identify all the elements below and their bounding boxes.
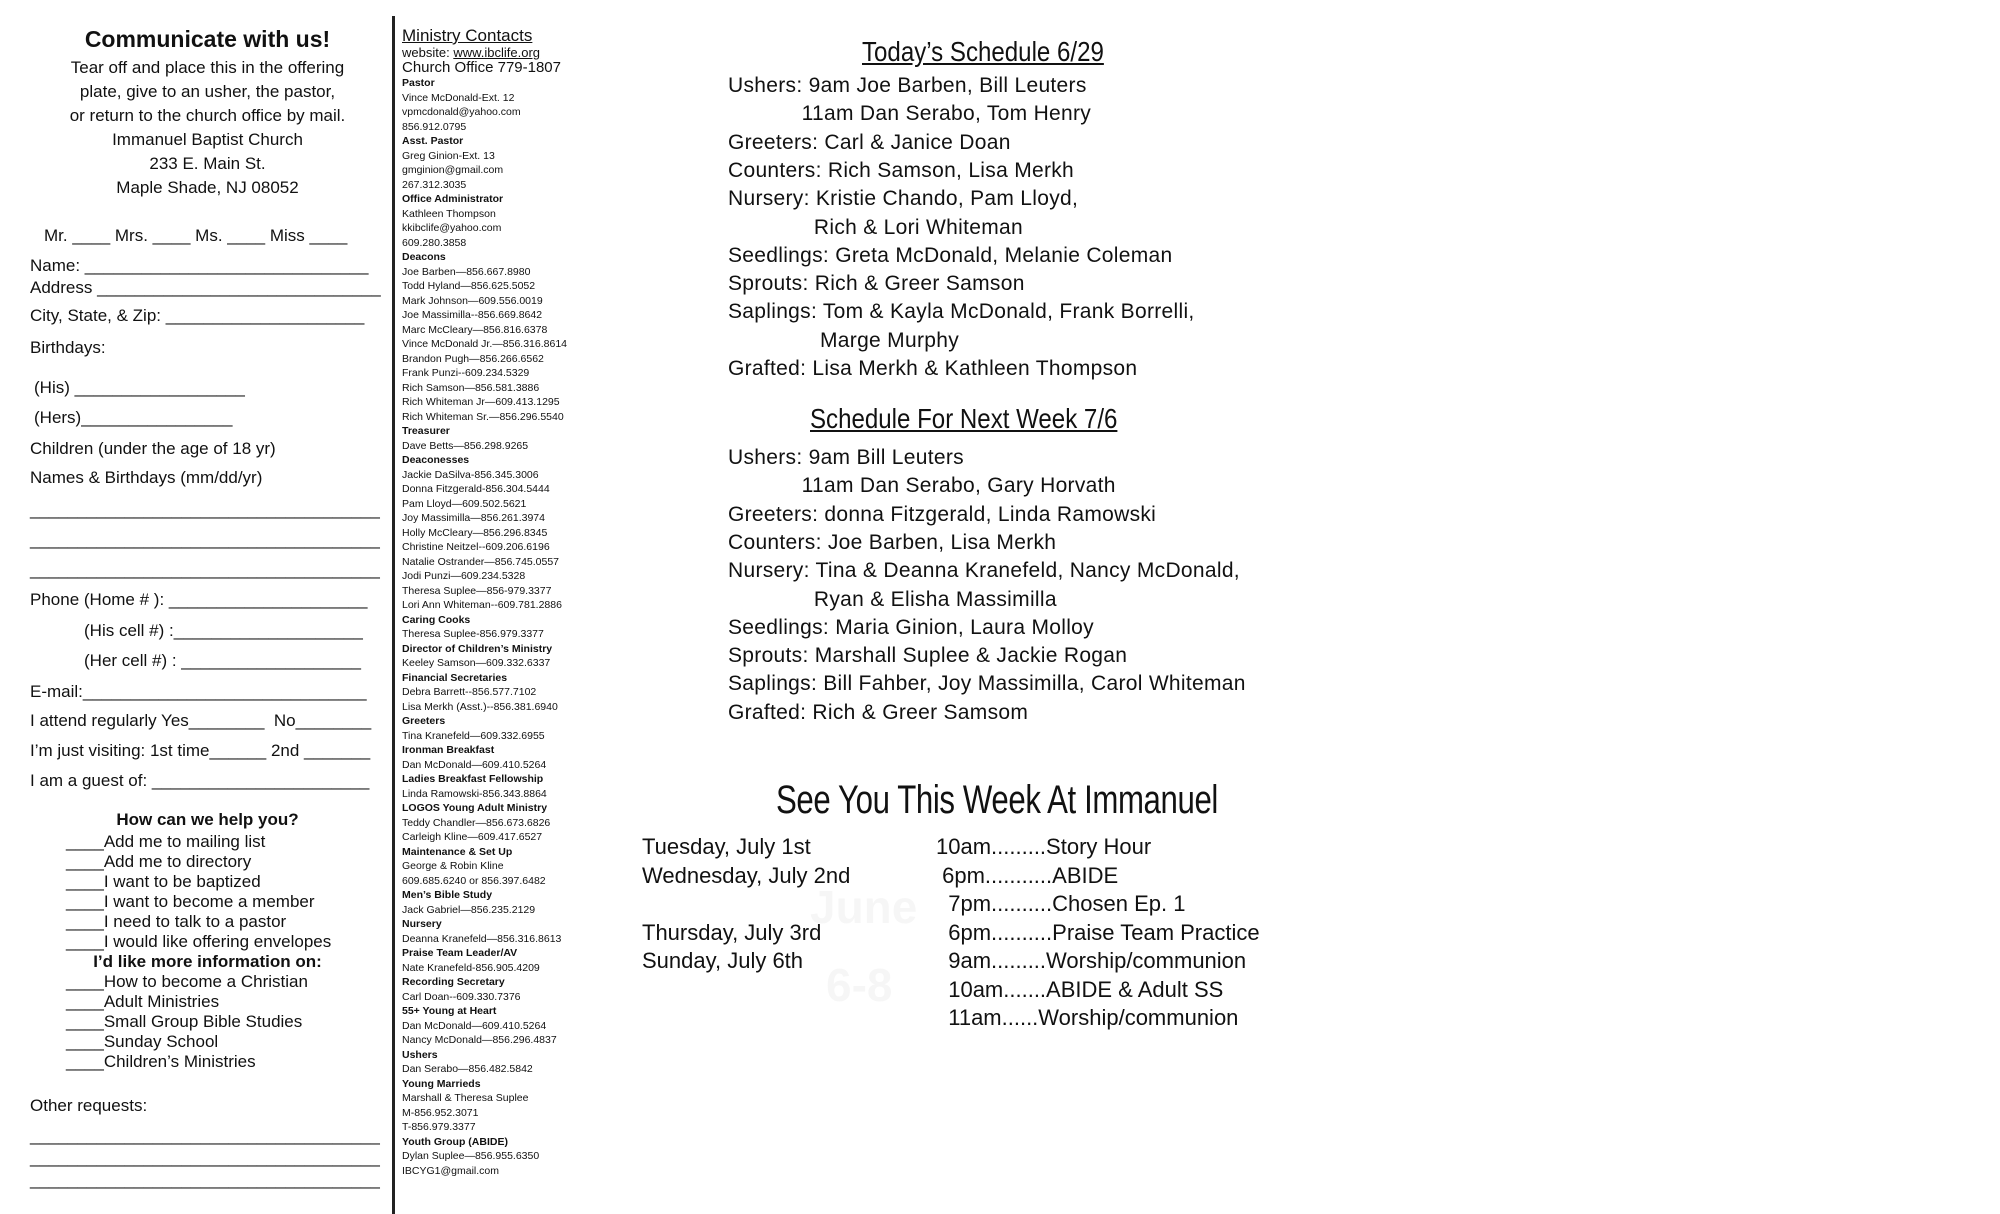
- help-option[interactable]: ____I want to be baptized: [66, 872, 261, 891]
- contact-entry: Dave Betts—856.298.9265: [402, 439, 529, 452]
- contact-entry: Theresa Suplee-856.979.3377: [402, 628, 544, 640]
- contact-entry: Tina Kranefeld—609.332.6955: [402, 729, 545, 742]
- week-title: See You This Week At Immanuel: [776, 778, 1218, 822]
- contact-list: [402, 76, 602, 1178]
- contact-entry: T-856.979.3377: [402, 1121, 476, 1133]
- contact-role: Office Administrator: [402, 193, 504, 205]
- contact-role: LOGOS Young Adult Ministry: [402, 802, 548, 814]
- contact-role: 55+ Young at Heart: [402, 1005, 497, 1017]
- contact-entry: Joe Barben—856.667.8980: [402, 265, 531, 278]
- help-option[interactable]: ____I want to become a member: [66, 892, 315, 911]
- week-day: Tuesday, July 1st: [642, 834, 811, 859]
- church-street: 233 E. Main St.: [149, 154, 266, 173]
- home-phone-field[interactable]: Phone (Home # ): _____________________: [30, 590, 368, 609]
- info-option[interactable]: ____Sunday School: [66, 1032, 219, 1051]
- contact-entry: kkibclife@yahoo.com: [402, 222, 502, 234]
- today-schedule-line: Grafted: Lisa Merkh & Kathleen Thompson: [728, 357, 1138, 380]
- week-day: Sunday, July 6th: [642, 948, 804, 973]
- contact-role: Men’s Bible Study: [402, 889, 493, 901]
- next-schedule-line: Nursery: Tina & Deanna Kranefeld, Nancy McDonald,: [728, 559, 1240, 583]
- contact-entry: Nate Kranefeld-856.905.4209: [402, 961, 540, 974]
- contact-entry: Kathleen Thompson: [402, 207, 496, 220]
- week-day: Thursday, July 3rd: [642, 919, 822, 945]
- next-schedule-line: Sprouts: Marshall Suplee & Jackie Rogan: [728, 644, 1128, 668]
- contact-role: Financial Secretaries: [402, 671, 508, 684]
- today-schedule-line: Ushers: 9am Joe Barben, Bill Leuters: [728, 74, 1087, 97]
- contact-entry: Carleigh Kline—609.417.6527: [402, 831, 543, 843]
- today-schedule-line: Greeters: Carl & Janice Doan: [728, 130, 1011, 154]
- faded-watermark-text: [826, 958, 892, 1012]
- today-schedule-line: Counters: Rich Samson, Lisa Merkh: [728, 158, 1075, 182]
- contact-role: Ironman Breakfast: [402, 744, 495, 756]
- communicate-title: Communicate with us!: [84, 26, 331, 52]
- contact-entry: Frank Punzi--609.234.5329: [402, 367, 530, 379]
- contact-entry: Todd Hyland—856.625.5052: [402, 280, 536, 292]
- contact-role: Young Marrieds: [402, 1077, 481, 1090]
- contact-role: Youth Group (ABIDE): [402, 1135, 508, 1148]
- contact-entry: Rich Whiteman Jr—609.413.1295: [402, 396, 560, 408]
- contact-role: Praise Team Leader/AV: [402, 947, 518, 959]
- help-title: How can we help you?: [116, 810, 299, 829]
- today-schedule-line: Nursery: Kristie Chando, Pam Lloyd,: [728, 187, 1079, 211]
- contact-entry: Donna Fitzgerald-856.304.5444: [402, 483, 550, 495]
- contact-role: Director of Children’s Ministry: [402, 642, 553, 655]
- help-option[interactable]: ____I need to talk to a pastor: [66, 912, 287, 931]
- contact-entry: Lisa Merkh (Asst.)--856.381.6940: [402, 700, 558, 713]
- help-option[interactable]: ____Add me to directory: [66, 852, 252, 871]
- contact-entry: Vince McDonald-Ext. 12: [402, 91, 515, 104]
- info-title: I’d like more information on:: [93, 952, 322, 971]
- contact-entry: Nancy McDonald—856.296.4837: [402, 1034, 557, 1046]
- children-label: Children (under the age of 18 yr): [30, 439, 276, 458]
- contact-entry: Debra Barrett--856.577.7102: [402, 686, 537, 698]
- contact-entry: Jack Gabriel—856.235.2129: [402, 903, 536, 916]
- church-office-phone: Church Office 779-1807: [402, 59, 561, 76]
- contact-role: Greeters: [402, 715, 446, 727]
- week-event: 7pm..........Chosen Ep. 1: [936, 891, 1186, 916]
- contact-entry: Rich Whiteman Sr.—856.296.5540: [402, 410, 564, 423]
- next-schedule-line: Seedlings: Maria Ginion, Laura Molloy: [728, 615, 1094, 639]
- other-requests-field-1[interactable]: _____________________________________: [30, 1126, 380, 1145]
- website-link[interactable]: www.ibclife.org: [453, 45, 541, 60]
- ministry-contacts: [402, 26, 602, 1178]
- contact-entry: Greg Ginion-Ext. 13: [402, 149, 495, 162]
- contact-entry: 856.912.0795: [402, 120, 467, 133]
- church-address-block: [0, 56, 415, 200]
- next-schedule-line: Ryan & Elisha Massimilla: [728, 587, 1057, 611]
- other-requests-label: Other requests:: [30, 1096, 148, 1115]
- salutation-field[interactable]: Mr. ____ Mrs. ____ Ms. ____ Miss ____: [44, 226, 348, 245]
- info-option[interactable]: ____Children’s Ministries: [66, 1052, 256, 1071]
- contact-entry: Dan McDonald—609.410.5264: [402, 1019, 547, 1032]
- help-option[interactable]: ____Add me to mailing list: [66, 832, 266, 851]
- contact-entry: Carl Doan--609.330.7376: [402, 990, 521, 1003]
- contact-entry: Dylan Suplee—856.955.6350: [402, 1150, 540, 1162]
- contact-entry: Holly McCleary—856.296.8345: [402, 526, 548, 539]
- contact-entry: Dan McDonald—609.410.5264: [402, 758, 547, 771]
- next-schedule-line: Greeters: donna Fitzgerald, Linda Ramowski: [728, 502, 1157, 526]
- contact-entry: Lori Ann Whiteman--609.781.2886: [402, 599, 562, 611]
- other-requests-field-2[interactable]: _____________________________________: [30, 1148, 380, 1167]
- contact-entry: Joy Massimilla—856.261.3974: [402, 512, 545, 524]
- contact-role: Ushers: [402, 1048, 438, 1061]
- week-event: 6pm..........Praise Team Practice: [936, 919, 1260, 945]
- info-option[interactable]: ____Small Group Bible Studies: [66, 1012, 303, 1031]
- her-cell-field[interactable]: (Her cell #) : ___________________: [84, 651, 361, 670]
- contact-entry: Dan Serabo—856.482.5842: [402, 1063, 533, 1075]
- today-schedule-line: Marge Murphy: [728, 328, 959, 352]
- children-field-1[interactable]: _____________________________________: [30, 500, 380, 519]
- column-divider: [392, 16, 395, 1214]
- intro-line: Tear off and place this in the offering: [70, 58, 345, 77]
- contact-entry: 267.312.3035: [402, 178, 467, 191]
- his-birthday-field[interactable]: (His) __________________: [34, 378, 245, 397]
- birthdays-label: Birthdays:: [30, 338, 106, 357]
- address-field[interactable]: Address ______________________________: [30, 278, 381, 297]
- help-option[interactable]: ____I would like offering envelopes: [66, 932, 332, 951]
- contact-entry: Jodi Punzi—609.234.5328: [402, 570, 526, 582]
- intro-line: plate, give to an usher, the pastor,: [79, 82, 336, 101]
- contact-entry: M-856.952.3071: [402, 1106, 479, 1119]
- contact-entry: Jackie DaSilva-856.345.3006: [402, 468, 539, 481]
- church-name: Immanuel Baptist Church: [112, 130, 303, 149]
- church-city: Maple Shade, NJ 08052: [116, 178, 299, 197]
- contact-entry: Joe Massimilla--856.669.8642: [402, 309, 543, 321]
- contact-entry: Vince McDonald Jr.—856.316.8614: [402, 338, 567, 350]
- contact-role: Deacons: [402, 251, 446, 263]
- children-field-3[interactable]: _____________________________________: [30, 560, 380, 579]
- his-cell-field[interactable]: (His cell #) :____________________: [84, 621, 363, 640]
- today-schedule-line: Rich & Lori Whiteman: [728, 215, 1023, 239]
- contact-entry: Brandon Pugh—856.266.6562: [402, 352, 544, 365]
- today-schedule-line: Saplings: Tom & Kayla McDonald, Frank Borrelli,: [728, 300, 1195, 324]
- email-field[interactable]: E-mail:______________________________: [30, 682, 367, 701]
- next-week-schedule-title: Schedule For Next Week 7/6: [810, 403, 1118, 434]
- contact-role: Asst. Pastor: [402, 135, 464, 147]
- name-field[interactable]: Name: ______________________________: [30, 256, 369, 275]
- contact-role: Deaconesses: [402, 454, 470, 466]
- next-schedule-line: Saplings: Bill Fahber, Joy Massimilla, Carol Whiteman: [728, 672, 1246, 696]
- contact-role: Pastor: [402, 77, 435, 89]
- website-line: [402, 45, 602, 60]
- names-birthdays-label: Names & Birthdays (mm/dd/yr): [30, 468, 263, 487]
- week-event: 11am......Worship/communion: [936, 1005, 1239, 1030]
- week-event: 6pm...........ABIDE: [936, 862, 1119, 888]
- contact-entry: Mark Johnson—609.556.0019: [402, 294, 543, 307]
- contact-entry: George & Robin Kline: [402, 860, 504, 872]
- week-day: Wednesday, July 2nd: [642, 862, 851, 888]
- next-schedule-line: Counters: Joe Barben, Lisa Merkh: [728, 530, 1057, 554]
- children-field-2[interactable]: _____________________________________: [30, 530, 380, 549]
- info-option[interactable]: ____Adult Ministries: [66, 992, 220, 1011]
- website-label: website:: [402, 45, 454, 60]
- week-event: 10am.........Story Hour: [936, 834, 1152, 859]
- other-requests-field-3[interactable]: _____________________________________: [30, 1170, 380, 1189]
- attend-field[interactable]: I attend regularly Yes________ No________: [30, 711, 372, 730]
- contact-entry: Marc McCleary—856.816.6378: [402, 323, 548, 336]
- contact-role: Recording Secretary: [402, 976, 505, 988]
- contact-role: Caring Cooks: [402, 613, 471, 626]
- city-state-zip-field[interactable]: City, State, & Zip: _____________________: [30, 306, 365, 325]
- contact-role: Treasurer: [402, 425, 450, 437]
- contact-entry: gmginion@gmail.com: [402, 164, 504, 176]
- contact-role: Maintenance & Set Up: [402, 845, 513, 858]
- contact-entry: Theresa Suplee—856-979.3377: [402, 584, 552, 597]
- today-schedule-title: Today’s Schedule 6/29: [862, 36, 1104, 67]
- contact-entry: Rich Samson—856.581.3886: [402, 381, 540, 394]
- visiting-field[interactable]: I’m just visiting: 1st time______ 2nd _______: [30, 741, 371, 760]
- next-schedule-line: Grafted: Rich & Greer Samsom: [728, 700, 1029, 724]
- today-schedule-line: Sprouts: Rich & Greer Samson: [728, 272, 1025, 296]
- contact-entry: IBCYG1@gmail.com: [402, 1164, 500, 1177]
- contact-entry: 609.280.3858: [402, 236, 467, 249]
- next-schedule-line: Ushers: 9am Bill Leuters: [728, 446, 964, 469]
- today-schedule-line: Seedlings: Greta McDonald, Melanie Coleman: [728, 243, 1173, 267]
- week-event: 9am.........Worship/communion: [936, 948, 1247, 973]
- intro-line: or return to the church office by mail.: [69, 106, 346, 125]
- contacts-heading: Ministry Contacts: [402, 26, 533, 45]
- contact-role: Ladies Breakfast Fellowship: [402, 773, 544, 785]
- contact-entry: Teddy Chandler—856.673.6826: [402, 816, 551, 829]
- contact-role: Nursery: [402, 918, 442, 930]
- contact-entry: Pam Lloyd—609.502.5621: [402, 497, 527, 510]
- next-schedule-line: 11am Dan Serabo, Gary Horvath: [728, 474, 1116, 498]
- contact-entry: vpmcdonald@yahoo.com: [402, 106, 521, 118]
- contact-entry: Marshall & Theresa Suplee: [402, 1092, 529, 1104]
- contact-entry: Linda Ramowski-856.343.8864: [402, 787, 547, 800]
- guest-of-field[interactable]: I am a guest of: _______________________: [30, 771, 370, 790]
- week-event: 10am.......ABIDE & Adult SS: [936, 976, 1224, 1002]
- hers-birthday-field[interactable]: (Hers)________________: [34, 408, 233, 427]
- contact-entry: Deanna Kranefeld—856.316.8613: [402, 932, 562, 945]
- contact-entry: Christine Neitzel--609.206.6196: [402, 541, 550, 553]
- contact-entry: 609.685.6240 or 856.397.6482: [402, 874, 546, 887]
- contact-entry: Natalie Ostrander—856.745.0557: [402, 555, 560, 568]
- info-option[interactable]: ____How to become a Christian: [66, 972, 308, 991]
- contact-entry: Keeley Samson—609.332.6337: [402, 657, 551, 669]
- communicate-card: [0, 0, 390, 1214]
- today-schedule-line: 11am Dan Serabo, Tom Henry: [728, 102, 1092, 126]
